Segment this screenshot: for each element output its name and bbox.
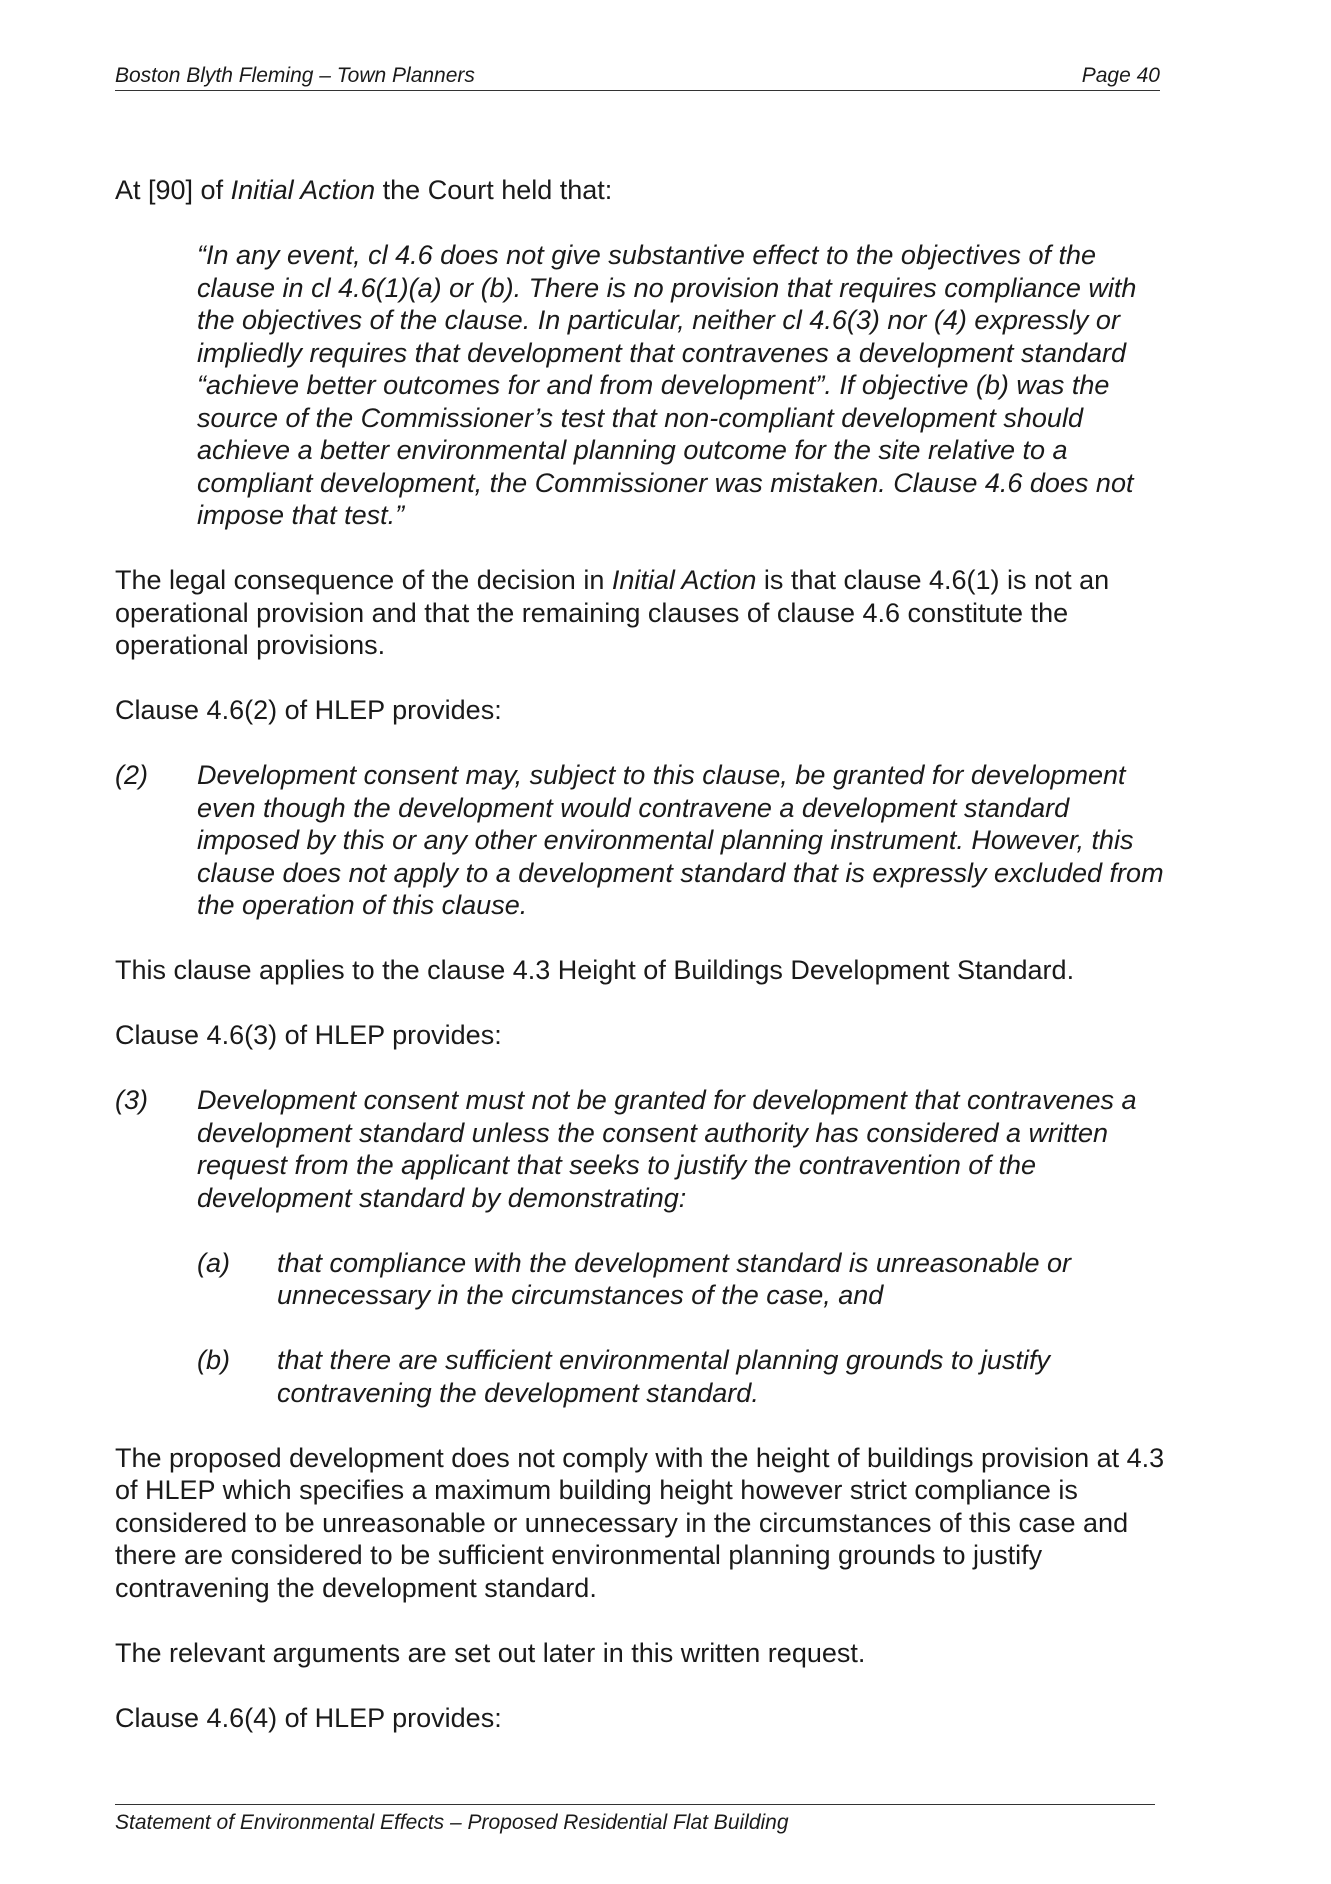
sub-b-number: (b) bbox=[197, 1345, 230, 1375]
paragraph-intro-prefix: At [90] of bbox=[115, 175, 231, 205]
paragraph-arguments: The relevant arguments are set out later in this written request. bbox=[115, 1637, 866, 1668]
paragraph-clause-4-intro: Clause 4.6(4) of HLEP provides: bbox=[115, 1702, 502, 1733]
clause-2-number: (2) bbox=[115, 760, 148, 790]
case-name: Initial Action bbox=[230, 175, 376, 205]
clause-3 bbox=[115, 1084, 1175, 1214]
page-header bbox=[115, 62, 1160, 91]
sub-b-text: that there are sufficient environmental planning grounds to justify contravening the development standard. bbox=[277, 1345, 1050, 1408]
page-footer: Statement of Environmental Effects – Proposed Residential Flat Building bbox=[115, 1804, 1155, 1837]
sub-a-number: (a) bbox=[197, 1247, 230, 1278]
header-firm-name: Boston Blyth Fleming – Town Planners bbox=[115, 64, 475, 87]
clause-3-text: Development consent must not be granted for development that contravenes a development standard unless the consent authority has considered a written request from the applicant that seeks to justify the contravention of the development standard by demonstrating: bbox=[197, 1085, 1137, 1213]
case-name: Initial Action bbox=[611, 565, 757, 595]
paragraph-legal-consequence bbox=[115, 564, 1175, 662]
sub-a-text: that compliance with the development standard is unreasonable or unnecessary in the circumstances of the case, and bbox=[277, 1247, 1071, 1310]
paragraph-intro-suffix: the Court held that: bbox=[375, 175, 613, 205]
paragraph-intro bbox=[115, 174, 1175, 207]
clause-3-sub-a bbox=[197, 1247, 1175, 1312]
header-page-number: Page 40 bbox=[1081, 64, 1160, 87]
clause-3-number: (3) bbox=[115, 1085, 148, 1115]
clause-2 bbox=[115, 759, 1175, 922]
paragraph-clause-2-intro: Clause 4.6(2) of HLEP provides: bbox=[115, 695, 502, 725]
paragraph-clause-3-intro: Clause 4.6(3) of HLEP provides: bbox=[115, 1020, 502, 1050]
clause-2-text: Development consent may, subject to this clause, be granted for development even though the development would contravene a development standard imposed by this or any other environmental planning instrument. However, this clause does not apply to a development standard that is expressly excluded from the operation of this clause. bbox=[197, 760, 1164, 920]
clause-3-sub-b bbox=[197, 1344, 1175, 1409]
document-body bbox=[115, 174, 1175, 1767]
court-quote: “In any event, cl 4.6 does not give substantive effect to the objectives of the clause in cl 4.6(1)(a) or (b). There is no provision that requires compliance with the objectives of the clause. In particular, neither cl 4.6(3) nor (4) expressly or impliedly requires that development that contravenes a development standard “achieve better outcomes for and from development”. If objective (b) was the source of the Commissioner’s test that non-compliant development should achieve a better environmental planning outcome for the site relative to a compliant development, the Commissioner was mistaken. Clause 4.6 does not impose that test.” bbox=[197, 240, 1137, 530]
paragraph-non-compliance: The proposed development does not comply with the height of buildings provision at 4.3 of HLEP which specifies a maximum building height however strict compliance is considered to be unreasonable or unnecessary in the circumstances of this case and there are considered to be sufficient environmental planning grounds to justify contravening the development standard. bbox=[115, 1442, 1165, 1603]
paragraph-applies: This clause applies to the clause 4.3 Height of Buildings Development Standard. bbox=[115, 955, 1075, 985]
paragraph-legal-consequence-suffix: is that clause 4.6(1) is not an operational provision and that the remaining clauses of clause 4.6 constitute the operational provisions. bbox=[115, 565, 1110, 660]
paragraph-legal-consequence-prefix: The legal consequence of the decision in bbox=[115, 565, 612, 595]
